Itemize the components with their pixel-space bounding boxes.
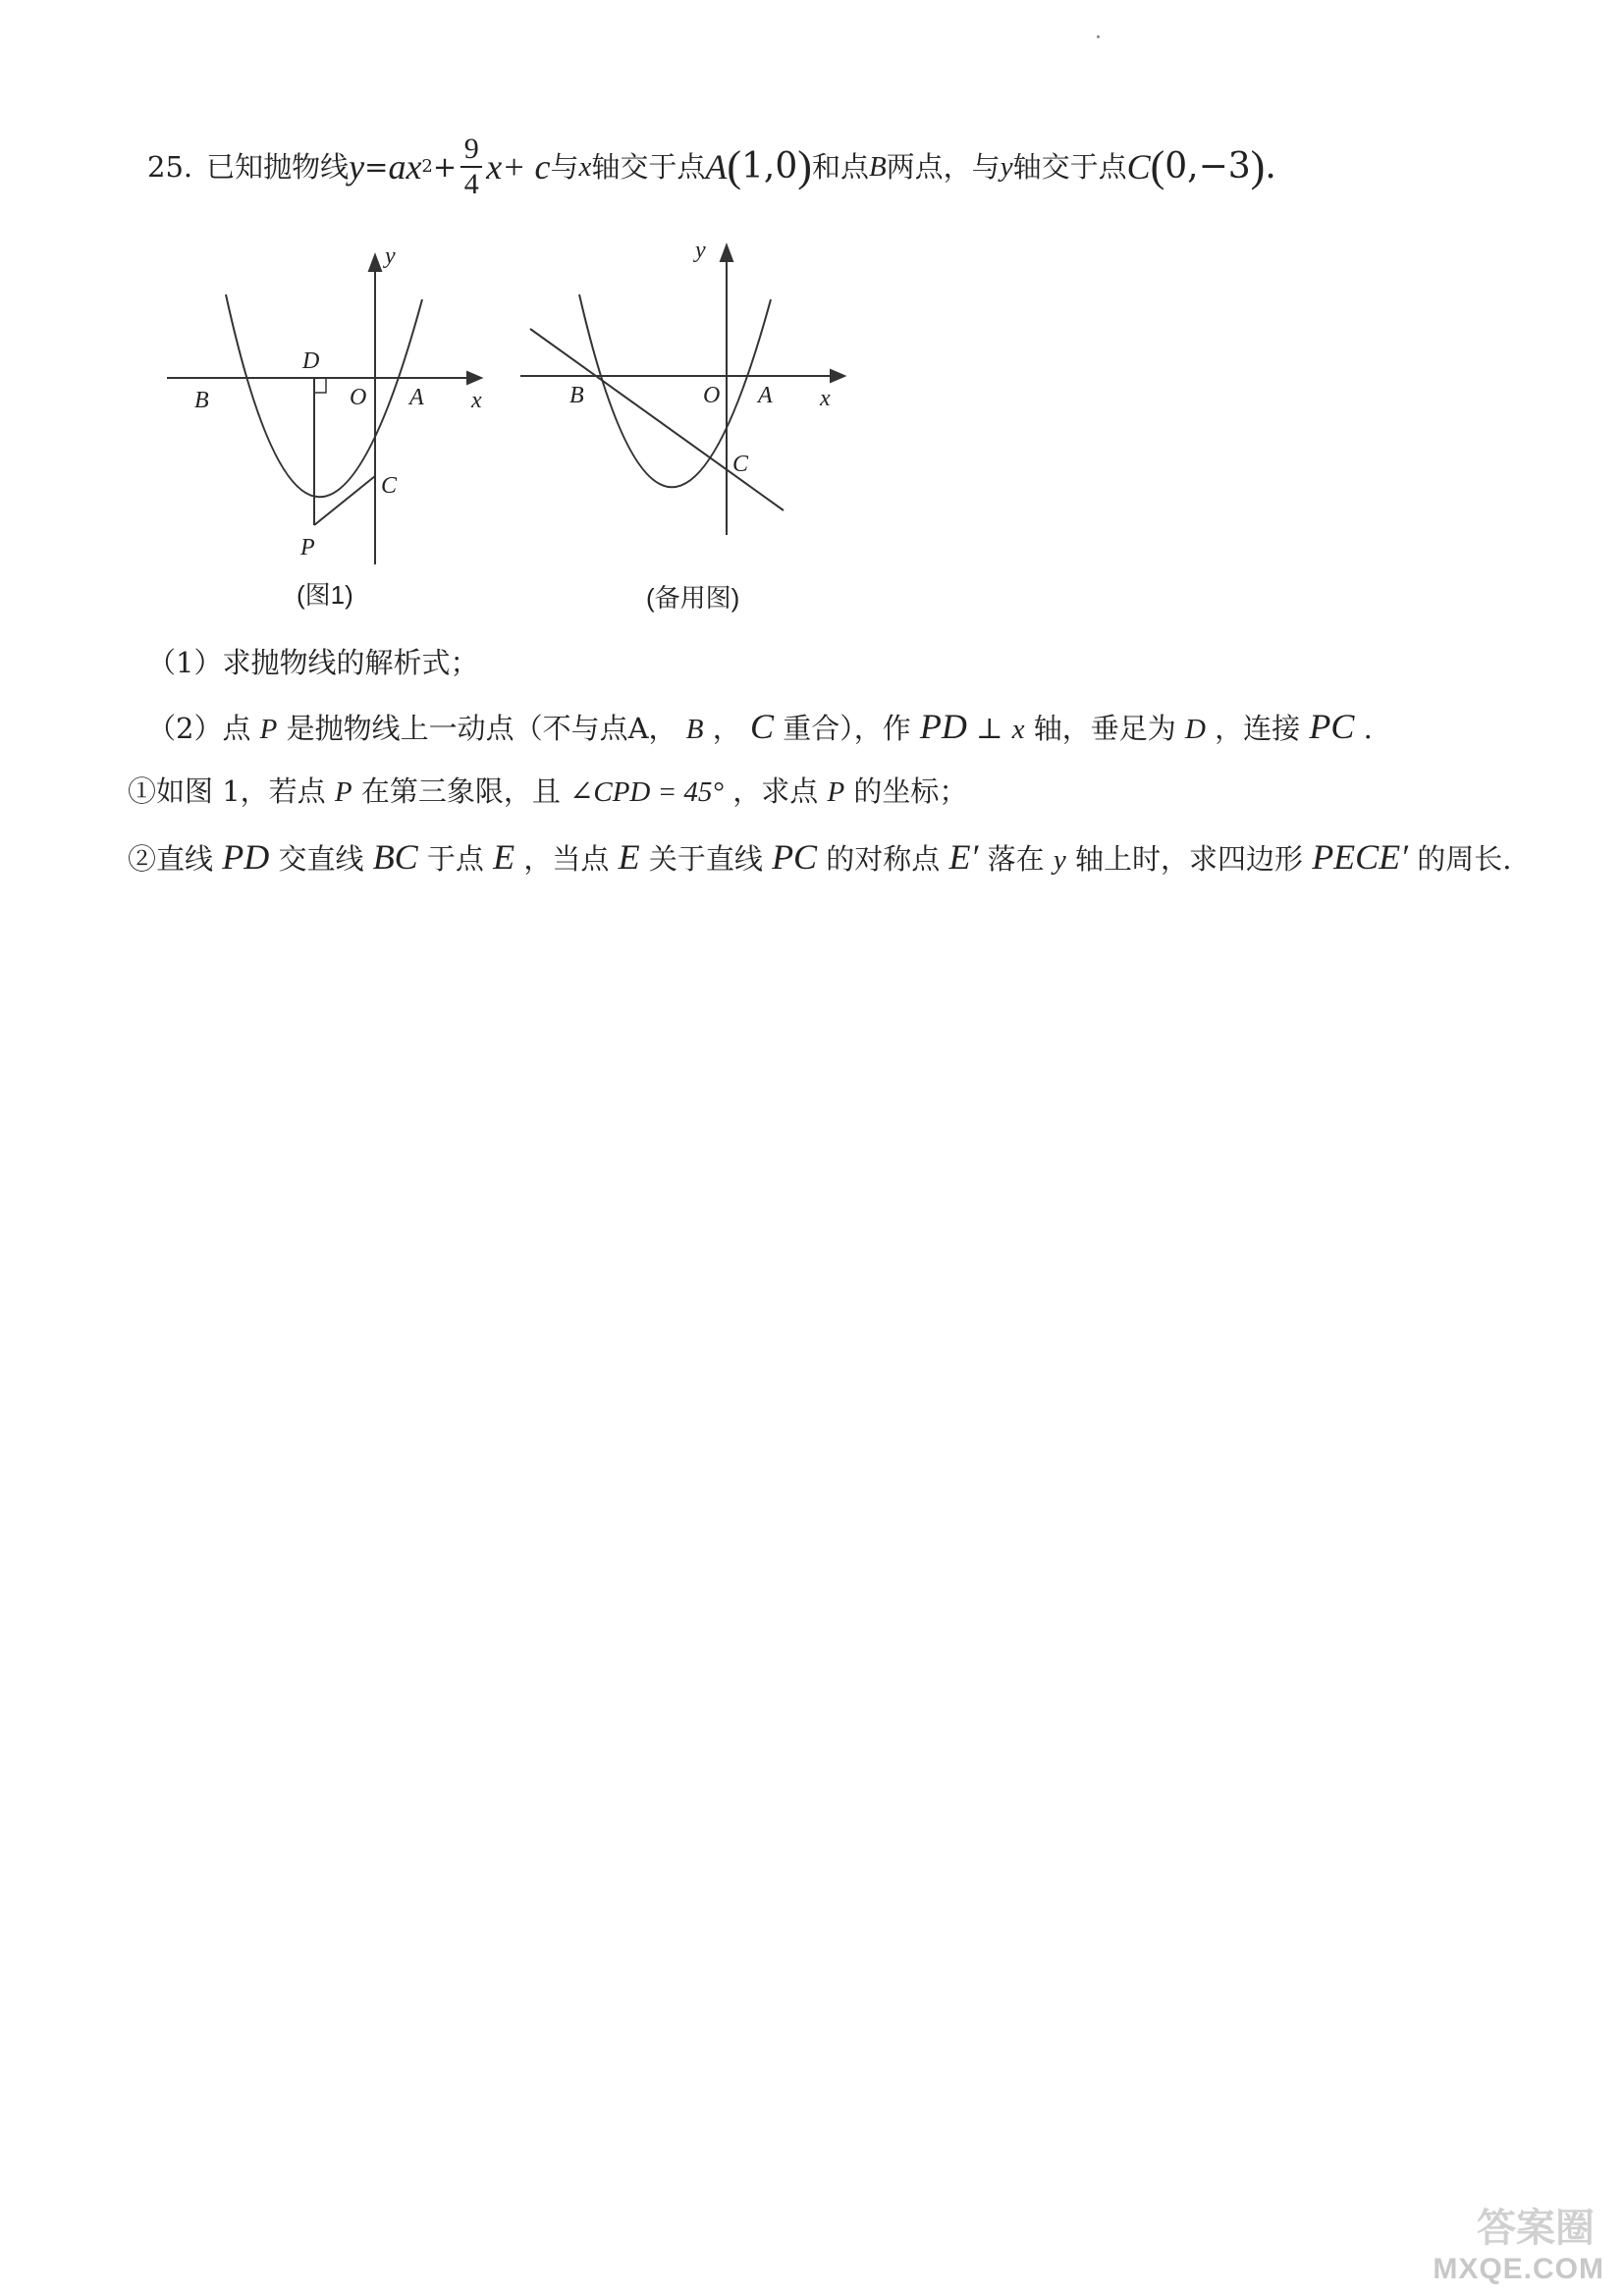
part-2-text-e: 轴，垂足为 (1033, 712, 1176, 745)
sub-1-text-b: 在第三象限，且 (360, 774, 561, 808)
sub-2-line-pc: PC (772, 837, 818, 877)
y-var: y (1000, 151, 1013, 183)
sub-1-text-a: ①如图 1，若点 (128, 774, 326, 808)
fig1-label-x: x (471, 388, 482, 413)
paren-open-a: ( (727, 142, 742, 190)
eq-x: x (486, 147, 503, 187)
question-number: 25. (147, 150, 193, 184)
sub-1-angle: ∠CPD = 45° (569, 776, 725, 808)
part-2-text-b: 是抛物线上一动点（不与点A， (286, 712, 677, 745)
fig1-label-a: A (409, 385, 424, 410)
part-2-period: . (1363, 712, 1373, 745)
sub-1-point-p: P (334, 776, 352, 808)
figures-svg (157, 236, 864, 618)
sub-2-quadrilateral: PECE′ (1312, 837, 1409, 877)
part-1 (147, 643, 478, 682)
sub-2-point-e-prime: E′ (948, 837, 979, 877)
sub-2-text-d: ，当点 (523, 842, 610, 876)
fig1-x-arrow-icon (467, 372, 481, 384)
fig1-caption: (图1) (297, 580, 353, 610)
fig1-label-c: C (381, 473, 398, 499)
fig2-y-arrow-icon (721, 245, 732, 261)
part-2-perp-symbol: ⊥ (976, 712, 1012, 745)
fig1-right-angle-icon (314, 378, 326, 393)
eq-c: + c (502, 147, 551, 187)
eq-power: 2 (421, 156, 433, 177)
coord-c: 0,−3 (1164, 146, 1251, 187)
figure-2-labels (569, 238, 831, 613)
question-title (147, 133, 1276, 200)
sub-2-text-g: 落在 (987, 842, 1045, 876)
figure-1-labels (194, 243, 482, 610)
fig2-x-arrow-icon (831, 370, 844, 382)
fig2-label-a: A (758, 383, 773, 408)
fig1-label-d: D (302, 348, 320, 374)
sub-2-text-c: 于点 (426, 842, 484, 876)
intro-text: 已知抛物线 (206, 150, 350, 184)
part-2-text-c: ， (712, 712, 741, 745)
sub-2-y-var: y (1053, 844, 1066, 876)
part-2-point-p: P (259, 714, 278, 745)
fig1-label-p: P (300, 535, 315, 561)
part-2-point-b: B (685, 714, 704, 745)
period: . (1265, 146, 1276, 187)
fraction-9-4 (460, 133, 482, 200)
fig2-label-o: O (703, 383, 721, 408)
sub-2-text-f: 的对称点 (826, 842, 941, 876)
frac-denominator: 4 (463, 168, 479, 200)
x-var: x (578, 151, 592, 183)
figure-1 (167, 255, 481, 564)
point-b: B (868, 151, 887, 183)
part-2-point-c: C (749, 707, 774, 746)
sub-2-point-e-2: E (618, 837, 640, 877)
watermark-site: MXQE.COM (1433, 2253, 1604, 2285)
part-2-segment-pc: PC (1309, 707, 1355, 746)
sub-1-text-d: 的坐标； (853, 774, 968, 808)
sub-2-text-h: 轴上时，求四边形 (1074, 842, 1303, 876)
sub-2-text-i: 的周长. (1417, 842, 1512, 876)
fig2-label-c: C (732, 452, 749, 477)
part-2-text-f: ，连接 (1215, 712, 1301, 745)
part-2-point-d: D (1184, 714, 1206, 745)
fig2-label-b: B (569, 383, 584, 408)
text-y-axis-intersect: 轴交于点 (1012, 150, 1127, 184)
part-2-sub-1 (128, 772, 967, 812)
point-c: C (1126, 147, 1151, 187)
paren-open-c: ( (1150, 142, 1165, 190)
part-1-text: （1）求抛物线的解析式； (147, 646, 479, 679)
part-2-sub-2 (128, 837, 1511, 880)
fig2-label-x: x (820, 386, 831, 411)
fig1-label-o: O (350, 385, 367, 410)
text-axis-intersect: 轴交于点 (591, 150, 706, 184)
sub-1-text-c: ，求点 (732, 774, 819, 808)
fig1-label-y: y (385, 243, 396, 269)
coord-a: 1,0 (741, 146, 798, 187)
fig1-label-b: B (194, 388, 209, 413)
fig1-y-arrow-icon (369, 255, 381, 271)
fig1-parabola (226, 294, 422, 497)
point-a: A (705, 147, 728, 187)
eq-y: y (349, 147, 365, 187)
eq-plus: + (432, 150, 458, 184)
part-2-text-d: 重合），作 (783, 712, 911, 745)
text-yu: 与 (550, 150, 579, 184)
text-and-point: 和点 (811, 150, 869, 184)
eq-equals: = (364, 150, 389, 184)
stray-dot (1097, 35, 1100, 38)
part-2 (147, 707, 1373, 749)
sub-2-line-pd: PD (222, 837, 270, 877)
sub-2-text-b: 交直线 (278, 842, 364, 876)
fig2-caption: (备用图) (646, 583, 740, 613)
fig2-label-y: y (695, 238, 706, 263)
part-2-segment-pd: PD (919, 707, 967, 746)
sub-2-line-bc: BC (372, 837, 418, 877)
sub-2-point-e: E (493, 837, 515, 877)
part-2-text-a: （2）点 (147, 712, 251, 745)
watermark-logo: 答案圈 (1477, 2206, 1595, 2251)
eq-ax: ax (388, 147, 422, 187)
text-two-points: 两点，与 (886, 150, 1001, 184)
sub-2-text-e: 关于直线 (648, 842, 763, 876)
watermark (1388, 2206, 1604, 2286)
paren-close-a: ) (797, 142, 812, 190)
frac-numerator: 9 (463, 133, 479, 165)
paren-close-c: ) (1250, 142, 1266, 190)
sub-1-point-p-2: P (827, 776, 845, 808)
figures (157, 236, 864, 618)
part-2-x-var: x (1011, 714, 1025, 745)
sub-2-text-a: ②直线 (128, 842, 214, 876)
